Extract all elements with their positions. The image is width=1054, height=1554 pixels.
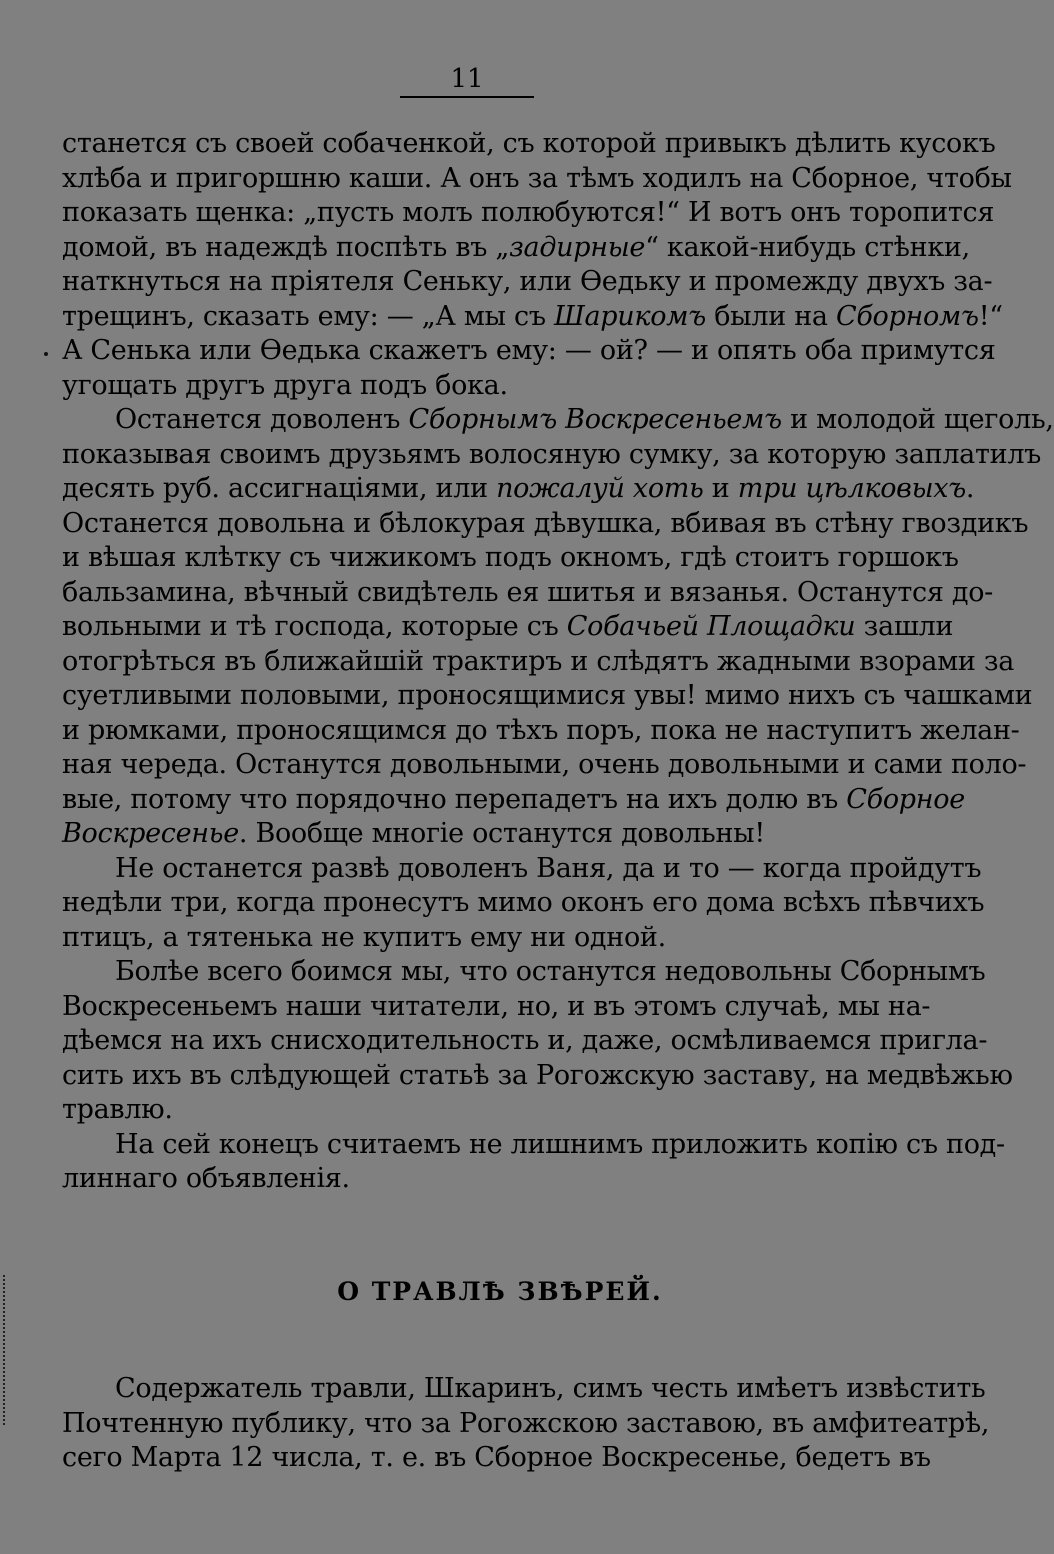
paragraph-5 xyxy=(62,1128,1005,1197)
section-heading: О ТРАВЛѢ ЗВѢРЕЙ. xyxy=(337,1277,663,1306)
paragraph-3 xyxy=(62,852,985,956)
text-line: суетливыми половыми, проносящимися увы! мимо нихъ съ чашками xyxy=(62,680,1033,711)
text-line: А Сенька или Ѳедька скажетъ ему: — ой? — и опять оба примутся xyxy=(62,335,996,366)
text-line: и рюмками, проносящимся до тѣхъ поръ, пока не наступитъ желан- xyxy=(62,714,1020,746)
paragraph-2 xyxy=(62,403,1054,852)
text-line: ная череда. Останутся довольными, очень довольными и сами поло- xyxy=(62,749,1027,780)
text-line: Не останется развѣ доволенъ Ваня, да и то — когда пройдутъ xyxy=(115,852,982,884)
text-line: вольными и тѣ господа, которые съ Собачьей Площадки зашли xyxy=(62,611,954,642)
text-line: домой, въ надеждѣ поспѣть въ „задирные“ какой-нибудь стѣнки, xyxy=(62,231,970,263)
paragraph-4 xyxy=(62,955,1013,1128)
text-line: недѣли три, когда пронесутъ мимо оконъ его дома всѣхъ пѣвчихъ xyxy=(62,887,985,918)
text-line: наткнуться на пріятеля Сеньку, или Ѳедьку и промежду двухъ за- xyxy=(62,266,993,297)
text-line: Воскресенье. Вообще многіе останутся довольны! xyxy=(62,818,765,849)
text-line: травлю. xyxy=(62,1094,173,1125)
text-line: Воскресеньемъ наши читатели, но, и въ этомъ случаѣ, мы на- xyxy=(62,990,931,1022)
text-line: десять руб. ассигнаціями, или пожалуй хоть и три цѣлковыхъ. xyxy=(62,473,975,504)
text-line: вые, потому что порядочно перепадетъ на ихъ долю въ Сборное xyxy=(62,783,965,815)
text-line: Останется доволенъ Сборнымъ Воскресеньемъ и молодой щеголь, xyxy=(115,404,1054,435)
ink-speck xyxy=(44,352,48,356)
notice-paragraph xyxy=(62,1372,990,1476)
body-text xyxy=(62,127,1054,1197)
text-line: и вѣшая клѣтку съ чижикомъ подъ окномъ, гдѣ стоитъ горшокъ xyxy=(62,542,959,573)
text-line: бальзамина, вѣчный свидѣтель ея шитья и вязанья. Останутся до- xyxy=(62,576,993,608)
text-line: На сей конецъ считаемъ не лишнимъ приложить копію съ под- xyxy=(115,1128,1005,1160)
text-line: угощать другъ друга подъ бока. xyxy=(62,369,508,401)
text-line: дѣемся на ихъ снисходительность и, даже, осмѣливаемся пригла- xyxy=(62,1025,988,1056)
text-line: хлѣба и пригоршню каши. А онъ за тѣмъ ходилъ на Сборное, чтобы xyxy=(62,162,1012,194)
text-line: Болѣе всего боимся мы, что останутся недовольны Сборнымъ xyxy=(115,956,986,987)
text-line: трещинъ, сказать ему: — „А мы съ Шарикомъ были на Сборномъ!“ xyxy=(62,300,1003,332)
paragraph-1 xyxy=(62,127,1012,403)
text-line: сить ихъ въ слѣдующей статьѣ за Рогожскую заставу, на медвѣжью xyxy=(62,1059,1013,1091)
text-line: показать щенка: „пусть молъ полюбуются!“ И вотъ онъ торопится xyxy=(62,197,995,228)
text-line: линнаго объявленія. xyxy=(62,1163,350,1194)
text-line: птицъ, а тятенька не купитъ ему ни одной. xyxy=(62,921,666,953)
text-line: отогрѣться въ ближайшій трактиръ и слѣдятъ жадными взорами за xyxy=(62,645,1015,677)
page-number: 11 xyxy=(400,62,534,98)
text-line: Останется довольна и бѣлокурая дѣвушка, вбивая въ стѣну гвоздикъ xyxy=(62,507,1029,539)
text-line: показывая своимъ друзьямъ волосяную сумку, за которую заплатилъ xyxy=(62,438,1042,470)
text-line: Почтенную публику, что за Рогожскою заставою, въ амфитеатрѣ, xyxy=(62,1407,990,1439)
text-line: Содержатель травли, Шкаринъ, симъ честь имѣетъ извѣстить xyxy=(115,1373,986,1404)
text-line: станется съ своей собаченкой, съ которой привыкъ дѣлить кусокъ xyxy=(62,128,996,159)
text-line: сего Марта 12 числа, т. е. въ Сборное Воскресенье, бедетъ въ xyxy=(62,1442,931,1473)
notice-text xyxy=(62,1372,990,1476)
